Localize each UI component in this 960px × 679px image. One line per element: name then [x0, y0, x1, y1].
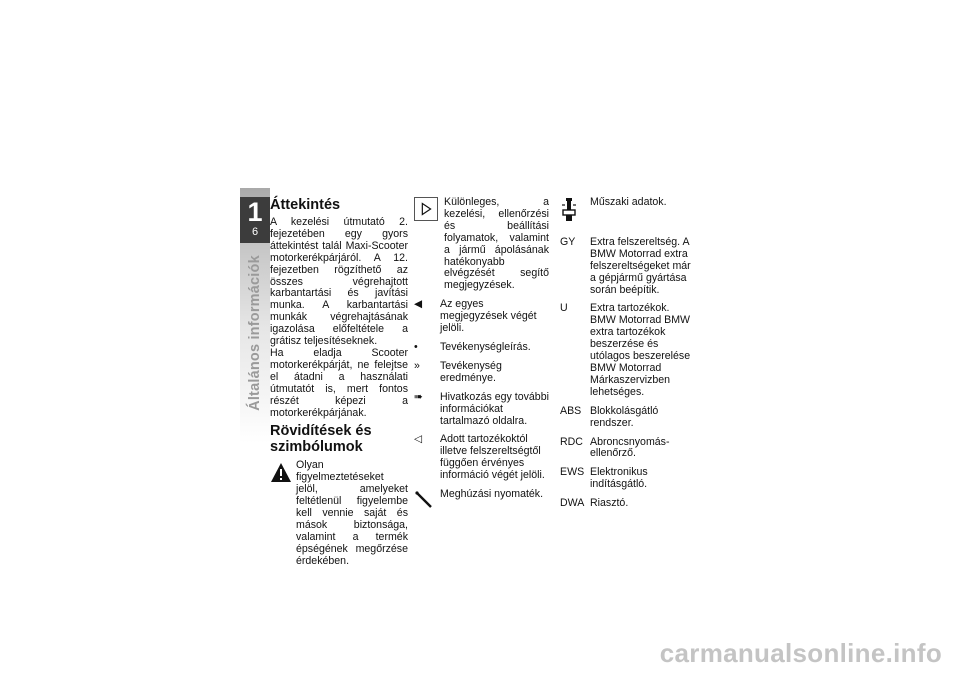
warning-triangle-icon	[270, 462, 292, 484]
bullet-icon: •	[414, 340, 418, 353]
technical-data-row	[560, 197, 695, 227]
result-icon: »	[414, 359, 420, 372]
chapter-title: Általános információk	[247, 255, 263, 411]
info-arrow-icon	[414, 197, 438, 221]
end-marker-icon: ◀	[414, 298, 423, 311]
overview-paragraph-1: A kezelési útmutató 2. fejezetében egy gyors áttekintést talál Maxi-Scooter motorkerékpárjáról. A 12. fejezetben rögzíthető az összes végrehajtott karbantartási és javítási munka. A karbantartási munkák végrehajtásának igazolása előfeltétele a grátisz teljesítéseknek.	[270, 216, 408, 348]
chapter-tab	[240, 197, 270, 243]
list-item	[414, 342, 549, 354]
abbreviation-text: Elektronikus indításgátló.	[590, 466, 648, 491]
abbreviation-text: Extra tartozékok. BMW Motorrad BMW extra tartozékok beszerzése és utólagos beszerelése BMW Motorrad Márkaszervizben lehetséges.	[590, 302, 691, 398]
warning-text: Olyan figyelmeztetéseket jelöl, amelyeket feltétlenül figyelembe kell vennie saját és mások biztonsága, valamint a termék épségének megőrzése érdekében.	[296, 459, 408, 567]
page-number: 6	[251, 226, 259, 238]
list-item	[414, 361, 549, 385]
list-item-text: Az egyes megjegyzések végét jelöli.	[440, 298, 537, 335]
list-item-text: Adott tartozékoktól illetve felszereltségtől függően érvényes információ végét jelöli.	[440, 433, 545, 482]
column-abbreviations	[560, 197, 695, 517]
accessory-end-icon: ◁	[414, 433, 423, 446]
abbreviation-text: Blokkolásgátló rendszer.	[590, 404, 659, 429]
list-item	[414, 392, 549, 428]
list-item-text: Meghúzási nyomaték.	[440, 488, 544, 501]
watermark: carmanualsonline.info	[659, 638, 942, 668]
abbreviation: U	[560, 302, 568, 315]
column-overview	[270, 197, 408, 568]
torque-wrench-icon	[414, 489, 436, 511]
abbreviation: GY	[560, 235, 576, 248]
technical-data-icon	[560, 197, 578, 223]
column-symbols	[414, 197, 549, 518]
info-note	[414, 197, 549, 292]
list-item-text: Tevékenységleírás.	[440, 340, 531, 353]
abbreviation-row	[560, 498, 695, 510]
abbreviation-row	[560, 406, 695, 430]
warning-note	[270, 460, 408, 567]
abbreviation: RDC	[560, 435, 583, 448]
abbreviation-text: Riasztó.	[590, 497, 629, 510]
list-item	[414, 434, 549, 482]
technical-data-text: Műszaki adatok.	[590, 196, 667, 208]
abbreviation-row	[560, 437, 695, 461]
list-item	[414, 299, 549, 335]
abbreviation: EWS	[560, 466, 585, 479]
abbreviation-text: Extra felszereltség. A BMW Motorrad extra felszereltségeket már a gépjármű gyártása során beépítik.	[590, 235, 691, 296]
abbreviation-row	[560, 237, 695, 297]
overview-paragraph-2: Ha eladja Scooter motorkerékpárját, ne felejtse el átadni a használati útmutatót is, mert fontos részét képezi a motorkerékpárjának.	[270, 346, 408, 419]
section-heading-abbreviations: Rövidítések és szimbólumok	[270, 423, 372, 456]
abbreviation: ABS	[560, 404, 582, 417]
list-item-text: Hivatkozás egy további információkat tartalmazó oldalra.	[440, 390, 549, 427]
section-heading-overview: Áttekintés	[270, 197, 341, 213]
info-text: Különleges, a kezelési, ellenőrzési és beállítási folyamatok, valamint a jármű ápolásának hatékonyabb elvégzését segítő megjegyzések.	[444, 196, 549, 292]
abbreviation: DWA	[560, 497, 585, 510]
abbreviation-row	[560, 467, 695, 491]
reference-arrow-icon: ➠	[414, 390, 423, 403]
chapter-number: 1	[247, 197, 263, 227]
list-item	[414, 489, 549, 511]
chapter-title-vertical	[236, 255, 274, 411]
abbreviation-row	[560, 303, 695, 398]
abbreviation-text: Abroncsnyomás-ellenőrző.	[590, 435, 670, 460]
list-item-text: Tevékenység eredménye.	[440, 359, 502, 384]
